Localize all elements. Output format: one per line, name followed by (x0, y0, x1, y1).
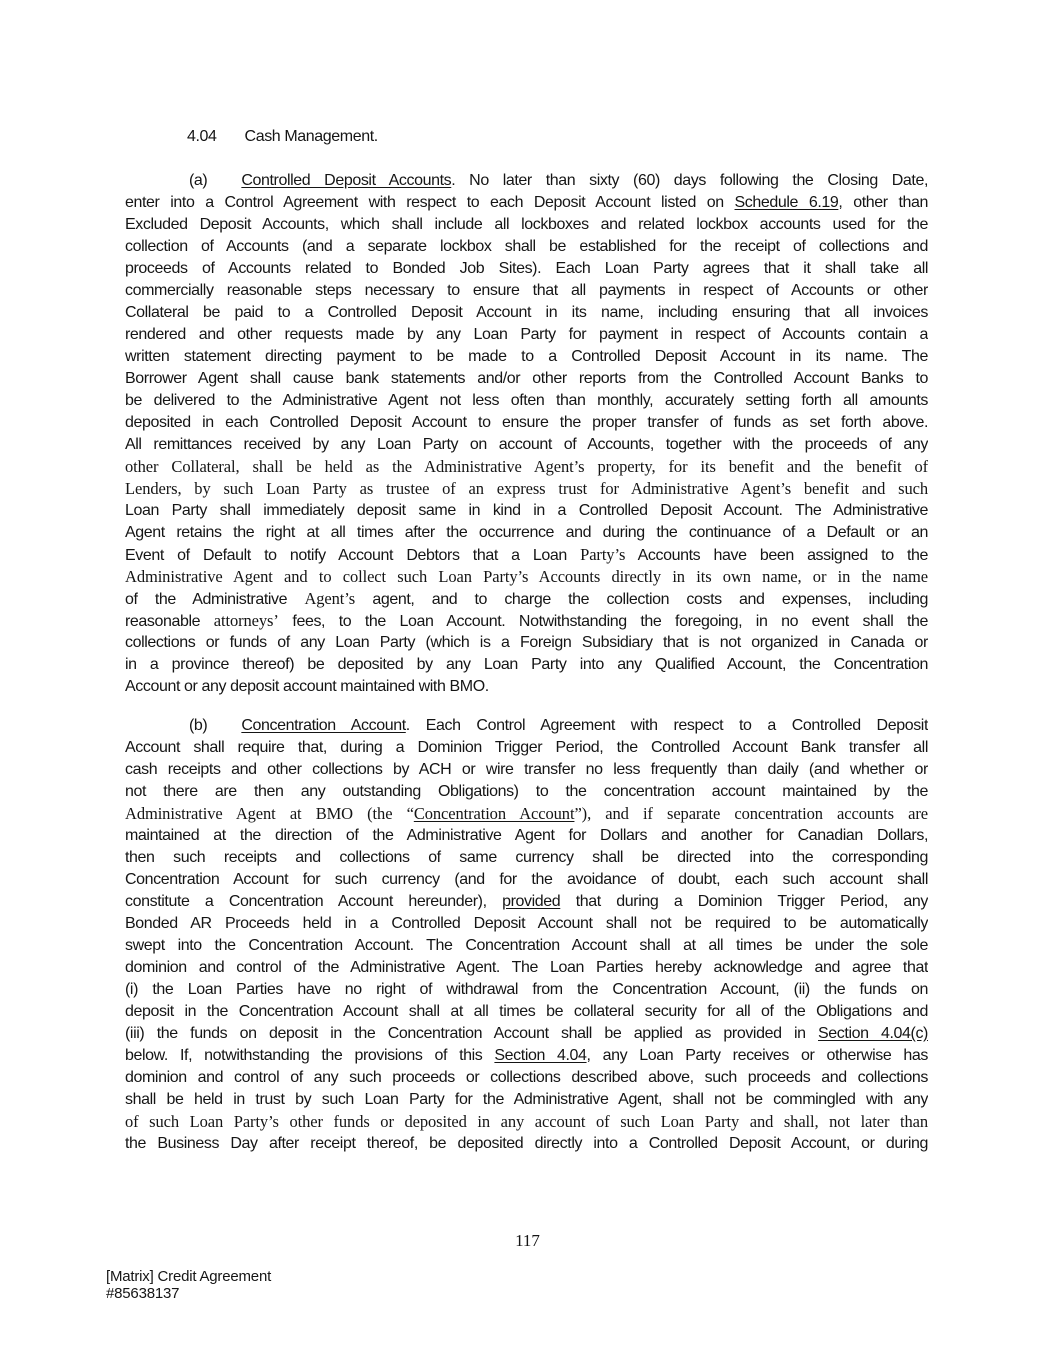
paragraph-a (125, 170, 928, 698)
text-line (125, 1067, 928, 1089)
text-line (125, 236, 928, 258)
text-segment: of the Administrative (125, 591, 305, 608)
text-segment: Lenders, by such Loan Party as trustee of an express trust for Administrative Agent’s benefit and such (125, 479, 928, 498)
text-segment: constitute a Concentration Account hereunder), (125, 893, 503, 910)
text-segment: ”), and if separate concentration accounts are (574, 804, 928, 823)
text-line (125, 544, 928, 566)
text-line (125, 368, 928, 390)
text-line (125, 588, 928, 610)
paragraph-b (125, 715, 928, 1155)
text-line (125, 869, 928, 891)
text-line (125, 847, 928, 869)
text-segment: maintained at the direction of the Administrative Agent for Dollars and another for Canadian Dollars, (125, 827, 928, 844)
text-segment: Administrative Agent and to collect such Loan Party’s Accounts directly in its own name, or in the name (125, 567, 928, 586)
text-segment: Account or any deposit account maintained with BMO. (125, 678, 489, 695)
text-segment: Accounts have been assigned to the (625, 547, 928, 564)
text-line (125, 522, 928, 544)
text-segment: commercially reasonable steps necessary to ensure that all payments in respect of Accounts or other (125, 282, 928, 299)
text-segment: be delivered to the Administrative Agent not less often than monthly, accurately setting forth all amounts (125, 392, 928, 409)
text-segment: enter into a Control Agreement with respect to each Deposit Account listed on (125, 194, 735, 211)
text-segment: Agent retains the right at all times after the occurrence and during the continuance of a Default or an (125, 524, 928, 541)
document-footer (106, 1268, 271, 1302)
underlined-text: Schedule 6.19 (734, 194, 839, 211)
text-segment: deposited in each Controlled Deposit Account to ensure the proper transfer of funds as set forth above. (125, 414, 928, 431)
text-line (125, 566, 928, 588)
text-segment: attorneys’ (213, 611, 279, 630)
section-heading (125, 126, 928, 148)
text-line (125, 825, 928, 847)
text-line (125, 1023, 928, 1045)
text-segment: rendered and other requests made by any Loan Party for payment in respect of Accounts contain a (125, 326, 928, 343)
text-segment: not there are then any outstanding Obligations) to the concentration account maintained by the (125, 783, 928, 800)
text-segment: dominion and control of the Administrative Agent. The Loan Parties hereby acknowledge and agree that (125, 959, 928, 976)
footer-doc-id: #85638137 (106, 1285, 180, 1302)
text-line (125, 759, 928, 781)
text-line (125, 891, 928, 913)
text-segment: reasonable (125, 613, 214, 630)
text-segment: Borrower Agent shall cause bank statements and/or other reports from the Controlled Account Banks to (125, 370, 928, 387)
text-line (125, 302, 928, 324)
text-segment: shall be held in trust by such Loan Party for the Administrative Agent, shall not be commingled with any (125, 1091, 928, 1108)
text-segment: Bonded AR Proceeds held in a Controlled Deposit Account shall not be required to be automatically (125, 915, 928, 932)
text-line (125, 324, 928, 346)
text-line (125, 170, 928, 192)
text-segment: of such Loan Party’s other funds or deposited in any account of such Loan Party and shall, not later than (125, 1112, 928, 1131)
text-segment: Cash Management. (244, 128, 378, 145)
text-segment: proceeds of Accounts related to Bonded Job Sites). Each Loan Party agrees that it shall take all (125, 260, 928, 277)
text-segment: in a province thereof) be deposited by any Loan Party into any Qualified Account, the Concentration (125, 656, 928, 673)
text-segment: (iii) the funds on deposit in the Concentration Account shall be applied as provided in (125, 1025, 819, 1042)
underlined-text: Controlled Deposit Accounts (241, 172, 452, 189)
text-line (125, 126, 928, 148)
text-segment: deposit in the Concentration Account shall at all times be collateral security for all of the Obligations and (125, 1003, 928, 1020)
text-line (125, 390, 928, 412)
indent-spacer (125, 140, 187, 141)
text-segment: , any Loan Party receives or otherwise has (586, 1047, 928, 1064)
text-line (125, 214, 928, 236)
text-line (125, 781, 928, 803)
text-segment: that during a Dominion Trigger Period, any (560, 893, 928, 910)
text-segment: collection of Accounts (and a separate lockbox shall be established for the receipt of collections and (125, 238, 928, 255)
underlined-text: Section 4.04(c) (818, 1025, 928, 1042)
text-line (125, 346, 928, 368)
text-segment: the Business Day after receipt thereof, be deposited directly into a Controlled Deposit Account, or during (125, 1135, 928, 1152)
text-line (125, 1045, 928, 1067)
text-line (125, 676, 928, 698)
text-line (125, 737, 928, 759)
text-line (125, 192, 928, 214)
text-segment: (b) (189, 717, 208, 734)
text-segment: agent, and to charge the collection costs and expenses, including (355, 591, 928, 608)
text-line (125, 913, 928, 935)
text-segment: Party’s (580, 545, 626, 564)
underlined-text: Concentration Account (413, 804, 575, 823)
text-line (125, 1133, 928, 1155)
indent-spacer (125, 184, 189, 185)
text-segment: written statement directing payment to be made to a Controlled Deposit Account in its name. The (125, 348, 928, 365)
underlined-text: provided (502, 893, 561, 910)
text-line (125, 957, 928, 979)
text-line (125, 979, 928, 1001)
text-segment: Excluded Deposit Accounts, which shall include all lockboxes and related lockbox accounts used for the (125, 216, 928, 233)
text-segment: below. If, notwithstanding the provisions of this (125, 1047, 495, 1064)
text-line (125, 1001, 928, 1023)
text-segment: fees, to the Loan Account. Notwithstanding the foregoing, in no event shall the (278, 613, 928, 630)
text-segment: Agent’s (304, 589, 356, 608)
text-line (125, 610, 928, 632)
text-line (125, 935, 928, 957)
text-segment: swept into the Concentration Account. The Concentration Account shall at all times be under the sole (125, 937, 928, 954)
indent-spacer (207, 184, 241, 185)
text-line (125, 280, 928, 302)
text-segment: . No later than sixty (60) days following the Closing Date, (451, 172, 928, 189)
text-segment: . Each Control Agreement with respect to a Controlled Deposit (405, 717, 928, 734)
text-line (125, 412, 928, 434)
underlined-text: Concentration Account (241, 717, 406, 734)
text-segment: (i) the Loan Parties have no right of withdrawal from the Concentration Account, (ii) the funds on (125, 981, 928, 998)
indent-spacer (207, 729, 241, 730)
text-segment: Account shall require that, during a Dominion Trigger Period, the Controlled Account Bank transfer all (125, 739, 928, 756)
text-segment: Loan Party shall immediately deposit same in kind in a Controlled Deposit Account. The Administrative (125, 502, 928, 519)
text-segment: (a) (189, 172, 208, 189)
text-line (125, 434, 928, 456)
text-segment: then such receipts and collections of same currency shall be directed into the corresponding (125, 849, 928, 866)
text-segment: , other than (838, 194, 928, 211)
text-line (125, 632, 928, 654)
text-segment: cash receipts and other collections by ACH or wire transfer no less frequently than daily (and whether or (125, 761, 928, 778)
text-segment: Event of Default to notify Account Debtors that a Loan (125, 547, 581, 564)
page-number: 117 (515, 1231, 540, 1250)
text-segment: other Collateral, shall be held as the Administrative Agent’s property, for its benefit and the benefit of (125, 457, 928, 476)
indent-spacer (125, 729, 189, 730)
text-segment: Concentration Account for such currency (and for the avoidance of doubt, each such account shall (125, 871, 928, 888)
text-line (125, 803, 928, 825)
indent-spacer (217, 140, 245, 141)
text-line (125, 500, 928, 522)
text-line (125, 654, 928, 676)
text-line (125, 1089, 928, 1111)
text-line (125, 258, 928, 280)
text-segment: Collateral be paid to a Controlled Deposit Account in its name, including ensuring that all invoices (125, 304, 928, 321)
text-segment: dominion and control of any such proceeds or collections described above, such proceeds and collections (125, 1069, 928, 1086)
footer-doc-title: [Matrix] Credit Agreement (106, 1268, 272, 1285)
text-segment: All remittances received by any Loan Party on account of Accounts, together with the proceeds of any (125, 436, 928, 453)
text-segment: Administrative Agent at BMO (the “ (125, 804, 414, 823)
underlined-text: Section 4.04 (494, 1047, 587, 1064)
text-line (125, 1111, 928, 1133)
text-line (125, 456, 928, 478)
text-line (125, 715, 928, 737)
text-segment: 4.04 (187, 128, 217, 145)
text-segment: collections or funds of any Loan Party (which is a Foreign Subsidiary that is not organized in Canada or (125, 634, 928, 651)
text-line (125, 478, 928, 500)
